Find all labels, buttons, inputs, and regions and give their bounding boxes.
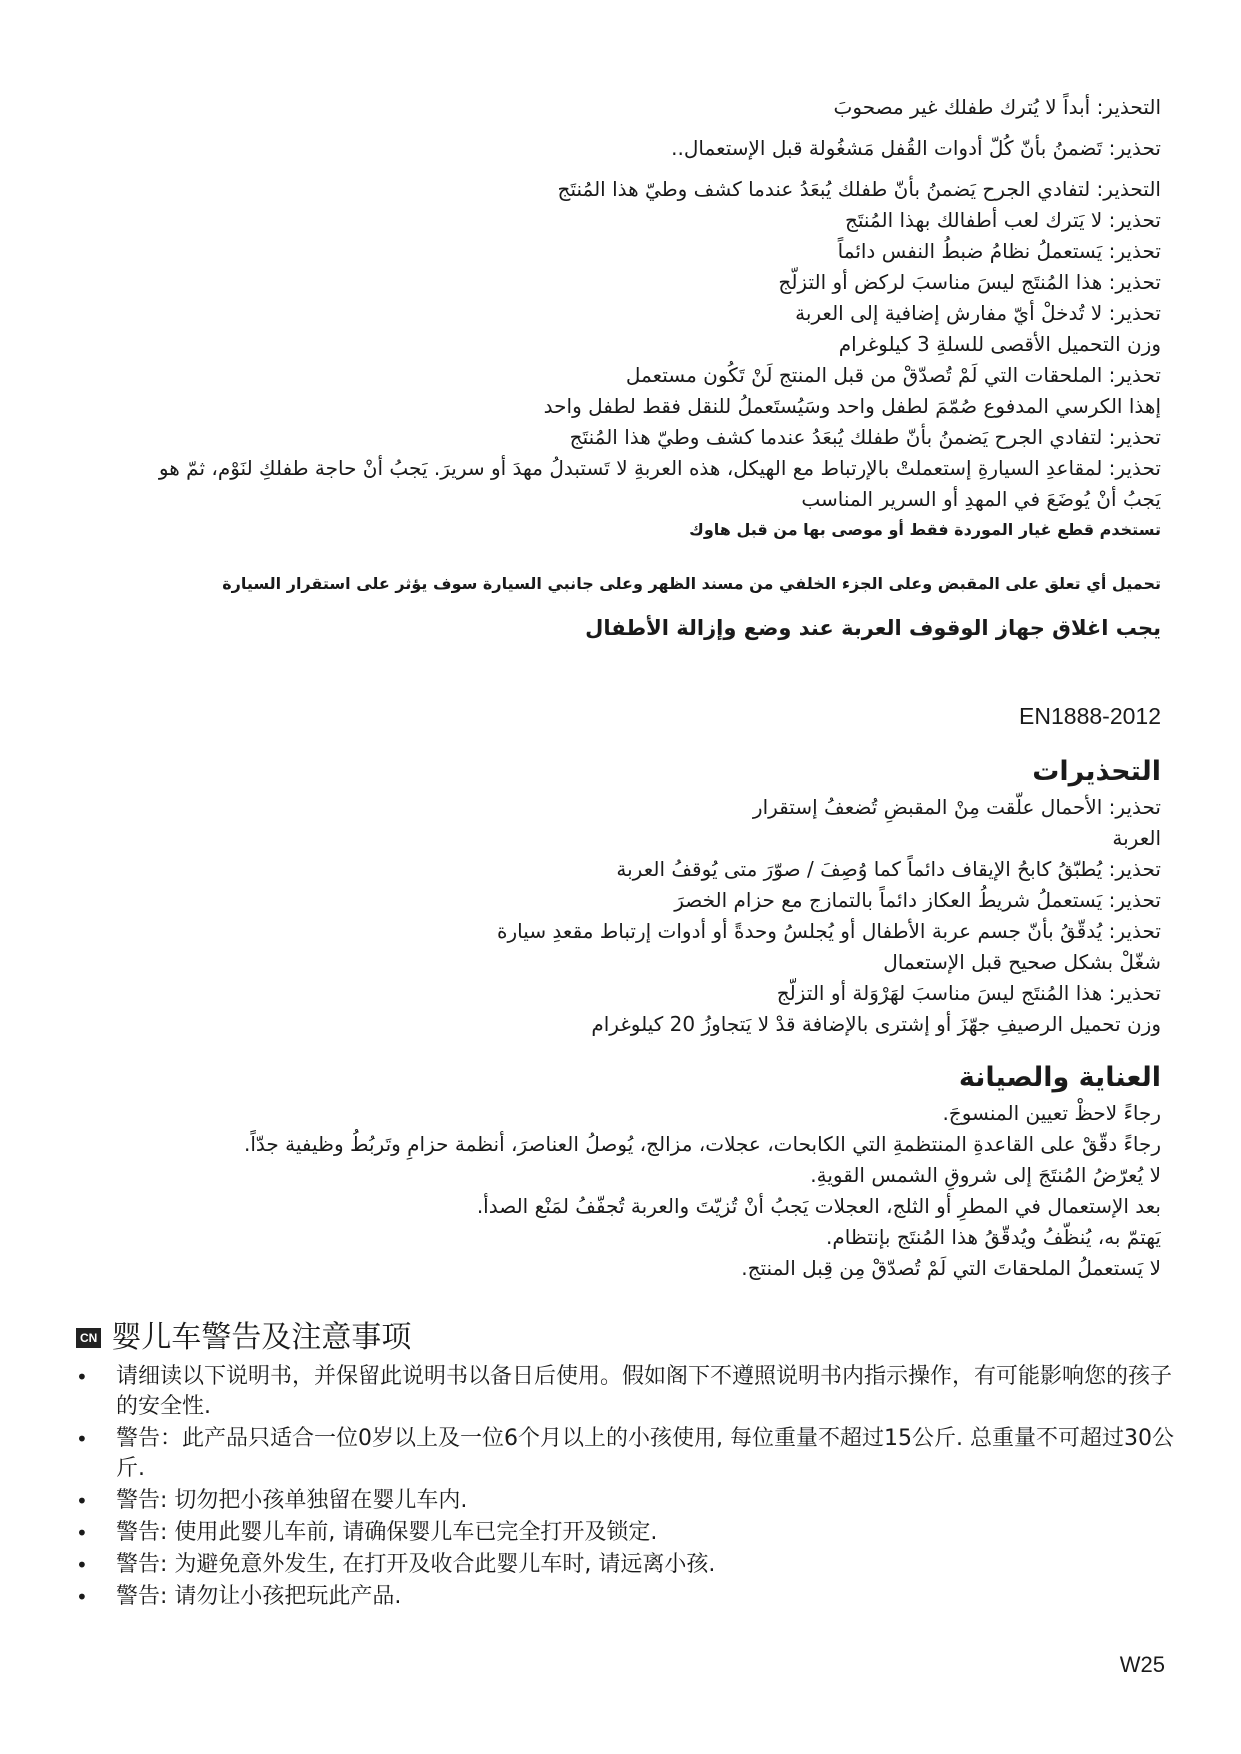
warning-line: تحذير: هذا المُنتَج ليسَ مناسبَ لركض أو التزلّج — [778, 270, 1161, 294]
list-item: • 警告：此产品只适合一位0岁以上及一位6个月以上的小孩使用, 每位重量不超过15公斤. 总重量不可超过30公斤. — [76, 1424, 1176, 1484]
warning-line: تحذير: تَضمنُ بأنّ كُلّ أدوات القُفل مَشغُولة قبل الإستعمال.. — [671, 136, 1161, 160]
arabic-care-block — [81, 1058, 1161, 1284]
warning-line: التحذير: أبداً لا يُترك طفلك غير مصحوبَ — [833, 95, 1161, 119]
care-line: يَهتمّ به، يُنظّفُ ويُدقّقُ هذا المُنتَج بإنتظام. — [826, 1225, 1161, 1249]
warning-line: تحذير: هذا المُنتَج ليسَ مناسبَ لهَرْوَلة أو التزلّج — [776, 981, 1161, 1005]
bold-note: تحميل أي تعلق على المقبض وعلى الجزء الخلفي من مسند الظهر وعلى جانبي السيارة سوف يؤثر على استقرار السيارة — [222, 574, 1161, 593]
warning-line: تحذير: يُدقّقُ بأنّ جسم عربة الأطفال أو يُجلسُ وحدةً أو أدوات إرتباط مقعدِ سيارة — [497, 919, 1161, 943]
care-line: رجاءً لاحظْ تعيين المنسوجَ. — [942, 1101, 1161, 1125]
warning-line: وزن تحميل الرصيفِ جهّزَ أو إشترى بالإضافة قدْ لا يَتجاوزُ 20 كيلوغرام — [591, 1012, 1161, 1036]
list-item: • 警告: 请勿让小孩把玩此产品. — [76, 1582, 1176, 1612]
warning-line: العربة — [1112, 826, 1161, 850]
warning-line: وزن التحميل الأقصى للسلةِ 3 كيلوغرام — [838, 332, 1161, 356]
care-line: لا يَستعملُ الملحقاتَ التي لَمْ تُصدّقْ مِن قِبل المنتج. — [741, 1256, 1161, 1280]
standard-code: EN1888-2012 — [1019, 703, 1161, 729]
list-item: • 警告: 切勿把小孩单独留在婴儿车内. — [76, 1486, 1176, 1516]
chinese-warnings-section — [76, 1318, 1176, 1614]
warning-line: تحذير: يَستعملُ شريطُ العكاز دائماً بالتمازج مع حزام الخصرَ — [674, 888, 1161, 912]
warning-line: تحذير: لمقاعدِ السيارةِ إستعملتْ بالإرتباط مع الهيكل، هذه العربةِ لا تَستبدلُ مهدَ أو سريرَ. يَجبُ أنْ حاجة طفلكِ لنَوْم، ثمّ هو — [158, 456, 1161, 480]
warnings-heading: التحذيرات — [1032, 756, 1161, 787]
warning-line: إهذا الكرسي المدفوع صُمّمَ لطفل واحد وسَيُستَعملُ للنقل فقط لطفل واحد — [543, 394, 1161, 418]
arabic-warnings-block-2 — [81, 752, 1161, 1040]
list-item: • 请细读以下说明书，并保留此说明书以备日后使用。假如阁下不遵照说明书内指示操作，有可能影响您的孩子的安全性. — [76, 1362, 1176, 1422]
warning-line: تحذير: يَستعملُ نظامُ ضبطُ النفس دائماً — [837, 239, 1161, 263]
warning-line: تحذير: الملحقات التي لَمْ تُصدّقْ من قبل المنتج لَنْ تَكُون مستعمل — [625, 363, 1161, 387]
bold-note: يجب اغلاق جهاز الوقوف العربة عند وضع وإزالة الأطفال — [585, 616, 1161, 640]
care-line: رجاءً دقّقْ على القاعدةِ المنتظمةِ التي الكابحات، عجلات، مزالج، يُوصلُ العناصرَ، أنظمة حزامِ وتَربُطُ وظيفية جدّاً. — [244, 1132, 1161, 1156]
page-number: W25 — [1119, 1652, 1165, 1677]
bold-note: تستخدم قطع غيار الموردة فقط أو موصى بها من قبل هاوك — [689, 520, 1161, 539]
chinese-title-row — [76, 1318, 1176, 1358]
chinese-warning-list — [76, 1362, 1176, 1612]
care-line: بعد الإستعمال في المطرِ أو الثلج، العجلات يَجبُ أنْ تُزيّتَ والعربة تُجفّفُ لمَنْع الصدأ. — [476, 1194, 1161, 1218]
list-item: • 警告: 使用此婴儿车前, 请确保婴儿车已完全打开及锁定. — [76, 1518, 1176, 1548]
warning-line: تحذير: لا يَترك لعب أطفالك بهذا المُنتَج — [844, 208, 1161, 232]
chinese-title: 婴儿车警告及注意事项 — [111, 1320, 412, 1355]
warning-line: يَجبُ أنْ يُوضَعَ في المهدِ أو السرير المناسب — [801, 487, 1161, 511]
care-heading: العناية والصيانة — [958, 1062, 1161, 1093]
care-line: لا يُعرّضُ المُنتَجَ إلى شروقِ الشمس القويةِ. — [810, 1163, 1161, 1187]
warning-line: شغّلْ بشكل صحيح قبل الإستعمال — [883, 950, 1161, 974]
warning-line: تحذير: الأحمال علّقت مِنْ المقبضِ تُضعفُ إستقرار — [752, 795, 1161, 819]
arabic-warnings-block-1 — [81, 92, 1161, 645]
list-item: • 警告: 为避免意外发生, 在打开及收合此婴儿车时, 请远离小孩. — [76, 1550, 1176, 1580]
warning-line: تحذير: يُطبّقُ كابحُ الإيقاف دائماً كما وُصِفَ / صوّرَ متى يُوقفُ العربة — [616, 857, 1161, 881]
warning-line: التحذير: لتفادي الجرح يَضمنُ بأنّ طفلك يُبعَدُ عندما كشف وطيّ هذا المُنتَج — [557, 177, 1161, 201]
warning-line: تحذير: لتفادي الجرح يَضمنُ بأنّ طفلك يُبعَدُ عندما كشف وطيّ هذا المُنتَج — [569, 425, 1161, 449]
warning-line: تحذير: لا تُدخلْ أيّ مفارش إضافية إلى العربة — [795, 301, 1161, 325]
language-badge: CN — [76, 1328, 101, 1348]
